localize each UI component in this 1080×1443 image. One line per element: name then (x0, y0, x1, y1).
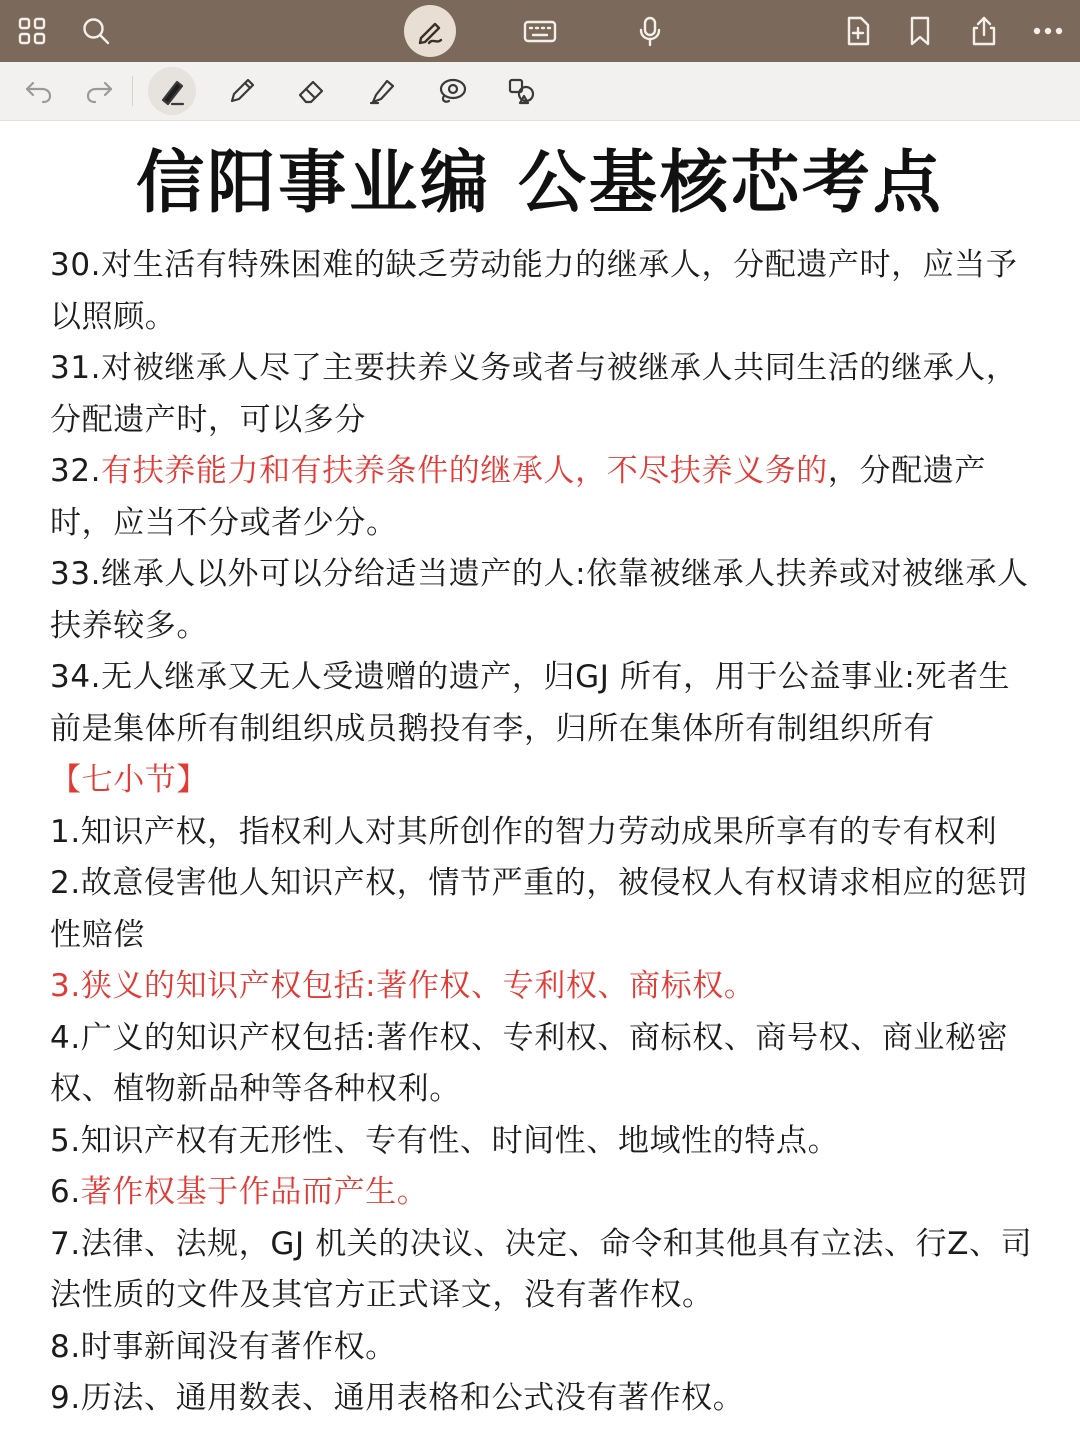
fountain-pen-icon (148, 67, 196, 115)
microphone-icon[interactable] (628, 0, 672, 62)
more-icon[interactable] (1026, 0, 1070, 62)
note-item-s9: 9.历法、通用数表、通用表格和公式没有著作权。 (50, 1380, 745, 1416)
toolbar-divider (132, 76, 133, 106)
highlighted-text: 著作权基于作品而产生。 (80, 1174, 429, 1210)
keyboard-icon[interactable] (516, 0, 564, 62)
section-heading: 【七小节】 (50, 762, 208, 798)
note-item-number: 32. (50, 453, 102, 489)
page-title: 信阳事业编 公基核芯考点 (136, 144, 944, 223)
note-item-s1: 1.知识产权，指权利人对其所创作的智力劳动成果所享有的专有权利 (50, 813, 998, 850)
note-item-s8: 8.时事新闻没有著作权。 (50, 1328, 397, 1365)
top-app-bar (0, 0, 1080, 62)
note-item-s2: 2.故意侵害他人知识产权，情节严重的，被侵权人有权请求相应的惩罚性赔偿 (50, 865, 1029, 953)
drawing-toolbar (0, 62, 1080, 121)
pen-mode-button[interactable] (402, 0, 458, 62)
note-item-s3: 3.狭义的知识产权包括:著作权、专利权、商标权。 (50, 968, 756, 1004)
note-item-number: 6. (50, 1174, 81, 1210)
note-item-s4: 4.广义的知识产权包括:著作权、专利权、商标权、商号权、商业秘密权、植物新品种等各种权利。 (50, 1019, 1009, 1107)
note-item-30: 30.对生活有特殊困难的缺乏劳动能力的继承人，分配遗产时，应当予以照顾。 (50, 247, 1018, 335)
undo-icon[interactable] (18, 62, 58, 120)
note-item-text: ，分配遗产时，应当不分或者少分。 (50, 453, 986, 541)
note-item-s6 (50, 1167, 1040, 1219)
fountain-pen-tool[interactable] (146, 62, 198, 120)
note-item-s7: 7.法律、法规，GJ 机关的决议、决定、命令和其他具有立法、行Z、司法性质的文件及其官方正式译文，没有著作权。 (50, 1225, 1033, 1313)
share-icon[interactable] (962, 0, 1006, 62)
eraser-icon[interactable] (290, 62, 334, 120)
lasso-icon[interactable] (430, 62, 474, 120)
note-content (50, 240, 1040, 1425)
add-page-icon[interactable] (836, 0, 880, 62)
pen-icon (404, 5, 456, 57)
note-item-32 (50, 446, 1040, 549)
highlighted-text: 有扶养能力和有扶养条件的继承人，不尽扶养义务的 (101, 453, 828, 489)
search-icon[interactable] (74, 0, 118, 62)
grid-icon[interactable] (10, 0, 54, 62)
redo-icon[interactable] (80, 62, 120, 120)
note-item-31: 31.对被继承人尽了主要扶养义务或者与被继承人共同生活的继承人，分配遗产时，可以多分 (50, 350, 1018, 438)
note-item-s5: 5.知识产权有无形性、专有性、时间性、地域性的特点。 (50, 1122, 840, 1159)
note-item-33: 33.继承人以外可以分给适当遗产的人:依靠被继承人扶养或对被继承人扶养较多。 (50, 556, 1029, 644)
bookmark-icon[interactable] (898, 0, 942, 62)
pencil-icon[interactable] (220, 62, 264, 120)
highlighter-icon[interactable] (360, 62, 404, 120)
shapes-icon[interactable] (500, 62, 544, 120)
note-item-34: 34.无人继承又无人受遗赠的遗产，归GJ 所有，用于公益事业:死者生前是集体所有制组织成员鹅投有李，归所在集体所有制组织所有 (50, 659, 1011, 747)
